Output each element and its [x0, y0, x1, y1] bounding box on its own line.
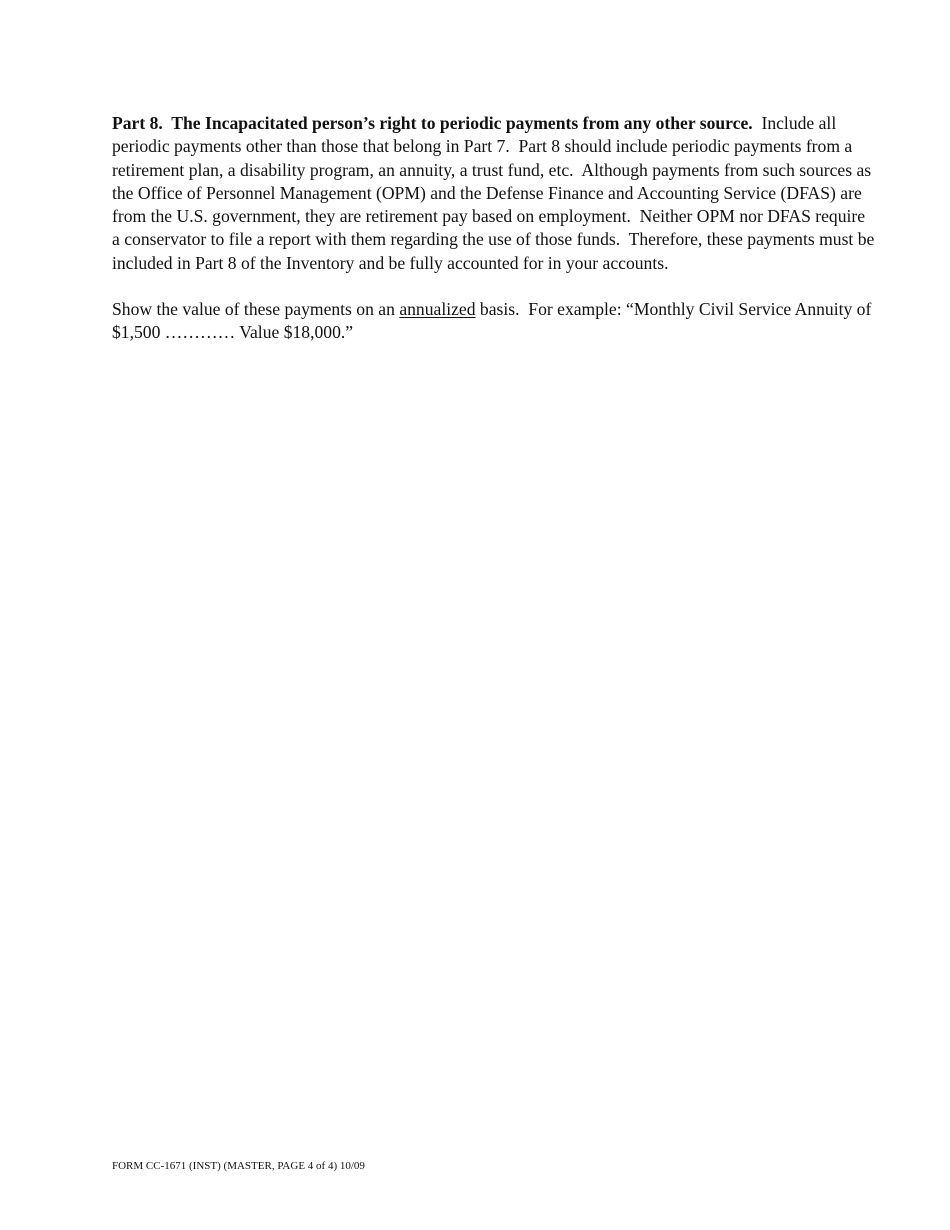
form-footer: FORM CC-1671 (INST) (MASTER, PAGE 4 of 4) 10/09: [112, 1160, 365, 1172]
annualized-example-paragraph: [112, 298, 876, 345]
part-8-paragraph: [112, 112, 879, 275]
example-prefix-text: Show the value of these payments on an: [112, 299, 400, 320]
document-body: [112, 112, 879, 368]
example-suffix-text: basis. For example: “Monthly Civil Service Annuity of $1,500 ………… Value $18,000.”: [112, 299, 876, 343]
part-8-body-text: Include all periodic payments other than those that belong in Part 7. Part 8 should include periodic payments from a retirement plan, a disability program, an annuity, a trust fund, etc. Although payments from such sources as the Office of Personnel Management (OPM) and the Defense Finance and Accounting Service (DFAS) are from the U.S. government, they are retirement pay based on employment. Neither OPM nor DFAS require a conservator to file a report with them regarding the use of those funds. Therefore, these payments must be included in Part 8 of the Inventory and be fully accounted for in your accounts.: [112, 113, 879, 273]
part-8-heading: Part 8. The Incapacitated person’s right to periodic payments from any other source.: [112, 113, 753, 133]
annualized-underlined-word: annualized: [399, 299, 476, 320]
